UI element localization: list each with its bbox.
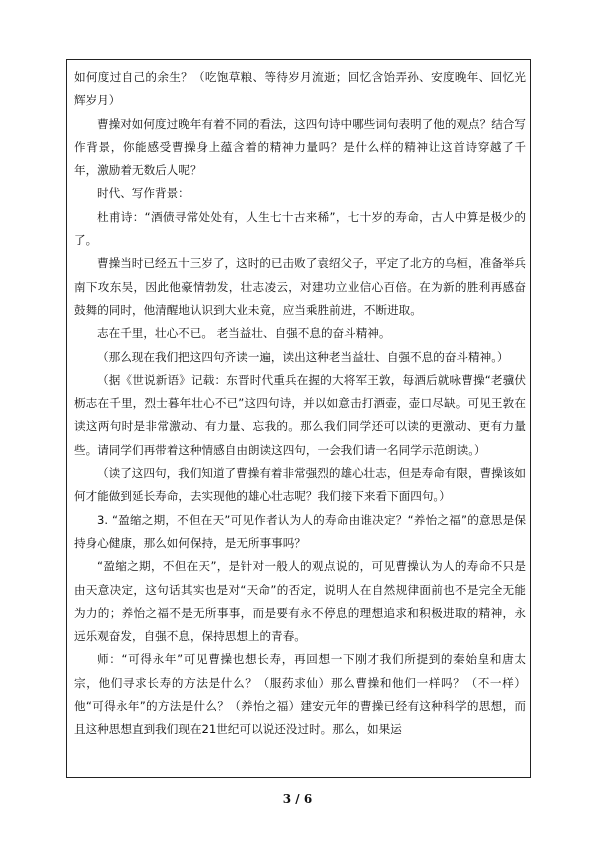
paragraph-8: （据《世说新语》记载：东晋时代重兵在握的大将军王敦，每酒后就咏曹操“老骥伏枥志在千里，烈士暮年壮心不已”这四句诗，并以如意击打酒壶，壶口尽缺。可见王敦在读这两句时是非常激动、有力量、忘我的。那么我们同学还可以读的更激动、更有力量些。请同学们再带着这种情感自由朗读这四句，一会我们请一名同学示范朗读。） [74,372,526,457]
paragraph-11: “盈缩之期，不但在天”，是针对一般人的观点说的，可见曹操认为人的寿命不只是由天意决定，这句话其实也是对“天命”的否定，说明人在自然规律面前也不是完全无能为力的；养怡之福不是无所事事，而是要有永不停息的理想追求和积极进取的精神，永远乐观奋发，自强不息，保持思想上的青春。 [74,559,526,644]
paragraph-2: 曹操对如何度过晚年有着不同的看法，这四句诗中哪些词句表明了他的观点？结合写作背景，你能感受曹操身上蕴含着的精神力量吗？是什么样的精神让这首诗穿越了千年，激励着无数后人呢？ [74,116,526,178]
paragraph-10: 3. “盈缩之期，不但在天”可见作者认为人的寿命由谁决定？“养怡之福”的意思是保持身心健康，那么如何保持，是无所事事吗？ [74,512,526,550]
paragraph-1: 如何度过自己的余生？（吃饱草粮、等待岁月流逝；回忆含饴弄孙、安度晚年、回忆光辉岁月） [74,70,526,108]
paragraph-3: 时代、写作背景： [97,186,190,201]
page-number: 3 / 6 [282,792,313,806]
document-body [74,66,526,742]
paragraph-6: 志在千里，壮心不已。 老当益壮、自强不息的奋斗精神。 [97,326,391,341]
paragraph-9: （读了这四句，我们知道了曹操有着非常强烈的雄心壮志，但是寿命有限，曹操该如何才能做到延长寿命，去实现他的雄心壮志呢？我们接下来看下面四句。） [74,466,526,504]
paragraph-12: 师：“可得永年”可见曹操也想长寿，再回想一下刚才我们所提到的秦始皇和唐太宗，他们寻求长寿的方法是什么？（服药求仙）那么曹操和他们一样吗？（不一样）他“可得永年”的方法是什么？（养怡之福）建安元年的曹操已经有这种科学的思想，而且这种思想直到我们现在21世纪可以说还没过时。那么，如果运 [74,652,526,737]
paragraph-7: （那么现在我们把这四句齐读一遍，读出这种老当益壮、自强不息的奋斗精神。） [97,349,509,364]
paragraph-5: 曹操当时已经五十三岁了，这时的已击败了袁绍父子，平定了北方的乌桓，准备举兵南下攻东吴，因此他豪情勃发，壮志凌云，对建功立业信心百倍。在为新的胜利再感奋鼓舞的同时，他清醒地认识到大业未竟，应当乘胜前进，不断进取。 [74,256,526,317]
paragraph-4: 杜甫诗：“酒债寻常处处有，人生七十古来稀”，七十岁的寿命，古人中算是极少的了。 [74,209,526,248]
